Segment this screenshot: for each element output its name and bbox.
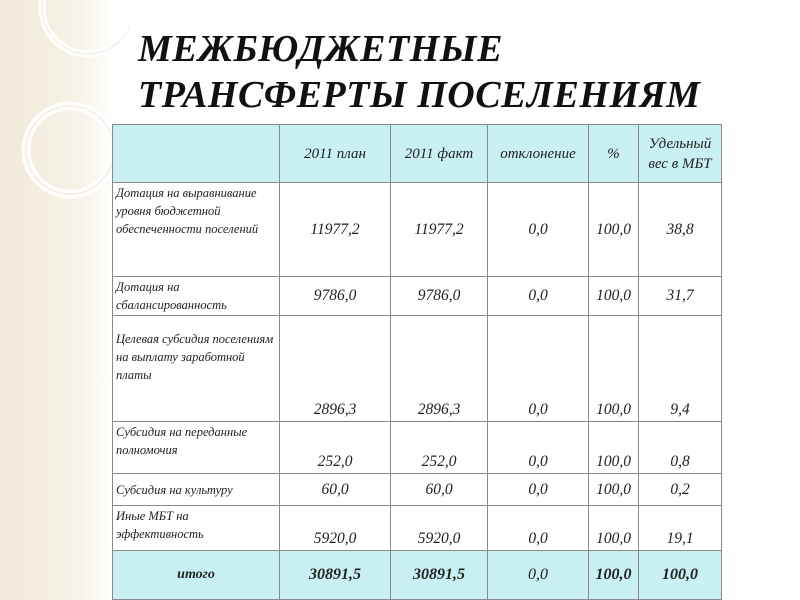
cell-share: 9,4 — [639, 316, 722, 422]
table-row — [113, 422, 722, 474]
row-label: Субсидия на переданные полномочия — [113, 422, 280, 474]
table-row — [113, 474, 722, 506]
header-percent: % — [589, 125, 639, 183]
cell-fact: 9786,0 — [391, 277, 488, 316]
row-label: Дотация на сбалансированность — [113, 277, 280, 316]
cell-share: 0,2 — [639, 474, 722, 506]
cell-share: 31,7 — [639, 277, 722, 316]
cell-deviation: 0,0 — [488, 474, 589, 506]
page-title — [138, 26, 700, 118]
total-fact: 30891,5 — [391, 551, 488, 600]
header-plan: 2011 план — [280, 125, 391, 183]
total-share: 100,0 — [639, 551, 722, 600]
decorative-circles — [0, 0, 130, 240]
cell-plan: 60,0 — [280, 474, 391, 506]
table-row — [113, 183, 722, 277]
cell-fact: 2896,3 — [391, 316, 488, 422]
cell-percent: 100,0 — [589, 277, 639, 316]
total-deviation: 0,0 — [488, 551, 589, 600]
header-fact: 2011 факт — [391, 125, 488, 183]
table-row — [113, 506, 722, 551]
cell-percent: 100,0 — [589, 422, 639, 474]
cell-deviation: 0,0 — [488, 506, 589, 551]
cell-percent: 100,0 — [589, 183, 639, 277]
total-plan: 30891,5 — [280, 551, 391, 600]
cell-deviation: 0,0 — [488, 277, 589, 316]
cell-share: 19,1 — [639, 506, 722, 551]
total-label: итого — [113, 551, 280, 600]
cell-percent: 100,0 — [589, 474, 639, 506]
title-line-2: ТРАНСФЕРТЫ ПОСЕЛЕНИЯМ — [138, 74, 701, 116]
header-share: Удельный вес в МБТ — [639, 125, 722, 183]
cell-fact: 5920,0 — [391, 506, 488, 551]
header-label — [113, 125, 280, 183]
cell-percent: 100,0 — [589, 316, 639, 422]
cell-fact: 60,0 — [391, 474, 488, 506]
header-deviation: отклонение — [488, 125, 589, 183]
cell-share: 38,8 — [639, 183, 722, 277]
cell-deviation: 0,0 — [488, 183, 589, 277]
cell-percent: 100,0 — [589, 506, 639, 551]
cell-plan: 5920,0 — [280, 506, 391, 551]
transfers-table — [112, 124, 722, 600]
table-row — [113, 277, 722, 316]
table-header-row — [113, 125, 722, 183]
cell-share: 0,8 — [639, 422, 722, 474]
total-percent: 100,0 — [589, 551, 639, 600]
cell-plan: 9786,0 — [280, 277, 391, 316]
cell-plan: 11977,2 — [280, 183, 391, 277]
cell-fact: 252,0 — [391, 422, 488, 474]
row-label: Целевая субсидия поселениям на выплату заработной платы — [113, 316, 280, 422]
table-row — [113, 316, 722, 422]
cell-fact: 11977,2 — [391, 183, 488, 277]
table-total-row — [113, 551, 722, 600]
cell-deviation: 0,0 — [488, 316, 589, 422]
cell-plan: 252,0 — [280, 422, 391, 474]
row-label: Дотация на выравнивание уровня бюджетной обеспеченности поселений — [113, 183, 280, 277]
row-label: Иные МБТ на эффективность — [113, 506, 280, 551]
row-label: Субсидия на культуру — [113, 474, 280, 506]
cell-plan: 2896,3 — [280, 316, 391, 422]
cell-deviation: 0,0 — [488, 422, 589, 474]
title-line-1: МЕЖБЮДЖЕТНЫЕ — [138, 28, 503, 70]
